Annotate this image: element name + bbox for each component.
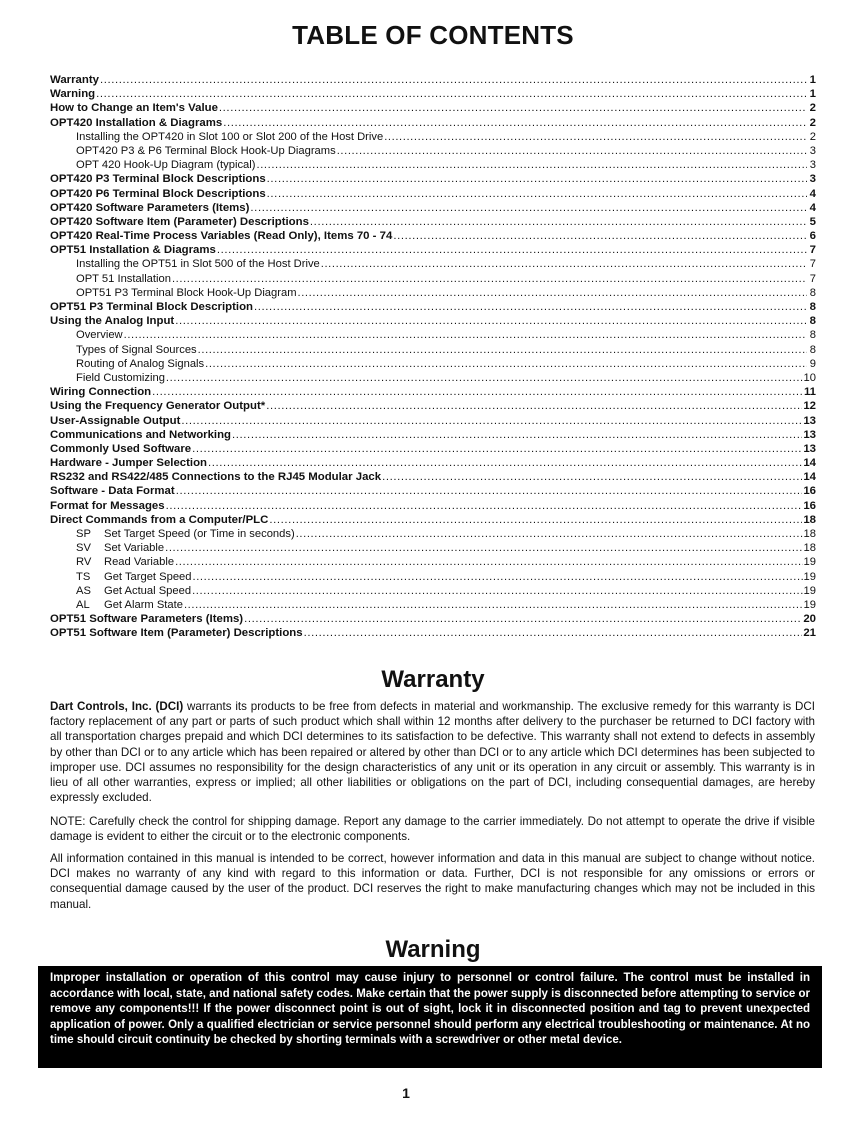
toc-leader-dots: [198, 343, 807, 357]
toc-entry-title: [76, 527, 295, 541]
toc-entry-title: [76, 541, 164, 555]
toc-entry-title: [50, 116, 222, 130]
toc-leader-dots: [267, 172, 807, 186]
toc-leader-dots: [310, 215, 807, 229]
toc-leader-dots: [298, 286, 807, 300]
toc-entry-text: Installing the OPT420 in Slot 100 or Slot 200 of the Host Drive: [76, 130, 384, 143]
toc-page-number: 8: [809, 301, 816, 313]
toc-leader-dots: [192, 442, 802, 456]
toc-entry-text: Direct Commands from a Computer/PLC: [50, 513, 269, 526]
toc-page-number: 19: [803, 570, 816, 583]
toc-leader-dots: [96, 87, 807, 101]
toc-entry-text: OPT420 Software Item (Parameter) Descriptions: [50, 215, 309, 228]
toc-leader-dots: [193, 570, 803, 584]
toc-entry[interactable]: [50, 314, 816, 328]
toc-leader-dots: [176, 484, 803, 498]
toc-entry-text: Get Actual Speed: [104, 584, 192, 597]
toc-leader-dots: [232, 428, 802, 442]
toc-entry-text: Warning: [50, 88, 96, 101]
toc-entry-title: [50, 612, 243, 626]
toc-entry-title: [50, 414, 180, 428]
toc-entry-text: Read Variable: [104, 556, 175, 569]
toc-entry[interactable]: [50, 172, 816, 186]
toc-entry-text: Routing of Analog Signals: [76, 357, 205, 370]
toc-entry-title: [76, 286, 297, 300]
toc-entry[interactable]: [50, 101, 816, 115]
toc-title: TABLE OF CONTENTS: [292, 20, 574, 50]
toc-page-number: 8: [809, 315, 816, 328]
warning-title: Warning: [385, 936, 481, 963]
toc-page-number: 4: [809, 187, 816, 200]
toc-entry-text: OPT51 P3 Terminal Block Description: [50, 301, 253, 313]
toc-page-number: 10: [803, 371, 816, 384]
warranty-company: Dart Controls, Inc. (DCI): [50, 700, 184, 713]
toc-page-number: 16: [803, 499, 816, 512]
toc-page-number: 7: [809, 258, 816, 271]
toc-entry-text: How to Change an Item's Value: [50, 102, 218, 115]
toc-entry[interactable]: [50, 328, 816, 342]
toc-entry[interactable]: [50, 626, 816, 640]
toc-entry-text: OPT51 Software Parameters (Items): [50, 613, 244, 626]
toc-leader-dots: [100, 73, 807, 87]
toc-entry[interactable]: [50, 541, 816, 555]
toc-page-number: 2: [809, 116, 816, 129]
toc-leader-dots: [393, 229, 807, 243]
toc-entry[interactable]: [50, 470, 816, 484]
toc-entry[interactable]: [50, 612, 816, 626]
warning-box: [38, 966, 822, 1068]
toc-entry-text: OPT420 Installation & Diagrams: [50, 116, 223, 129]
toc-leader-dots: [269, 513, 802, 527]
toc-entry-text: OPT420 P3 Terminal Block Descriptions: [50, 173, 266, 186]
toc-entry[interactable]: [50, 570, 816, 584]
toc-page-number: 19: [803, 598, 816, 611]
toc-entry-text: Get Alarm State: [104, 598, 183, 611]
toc-entry-text: User-Assignable Output: [50, 414, 181, 427]
toc-page-number: 13: [803, 414, 816, 427]
toc-entry-text: Using the Analog Input: [50, 315, 175, 328]
toc-leader-dots: [337, 144, 807, 158]
toc-entry-title: [76, 144, 336, 158]
toc-entry-text: OPT420 Software Parameters (Items): [50, 201, 250, 214]
toc-entry[interactable]: [50, 187, 816, 201]
toc-page-number: 5: [809, 215, 816, 228]
toc-page-number: 6: [809, 230, 816, 243]
toc-leader-dots: [175, 314, 807, 328]
toc-page-number: 4: [809, 201, 816, 214]
toc-entry[interactable]: [50, 399, 816, 413]
toc-entry-title: [76, 555, 174, 569]
toc-page-number: 3: [809, 144, 816, 157]
toc-entry[interactable]: [50, 484, 816, 498]
toc-entry-title: [50, 442, 191, 456]
toc-page-number: 13: [803, 442, 816, 455]
toc-entry-title: [50, 229, 392, 243]
toc-leader-dots: [175, 555, 802, 569]
toc-entry-text: Warranty: [50, 74, 99, 86]
toc-entry-text: OPT420 P6 Terminal Block Descriptions: [50, 187, 266, 200]
toc-entry-text: Hardware - Jumper Selection: [50, 457, 207, 470]
toc-leader-dots: [382, 470, 802, 484]
toc-entry-text: Get Target Speed: [104, 570, 192, 583]
toc-entry-text: OPT51 Software Item (Parameter) Descriptions: [50, 627, 303, 640]
toc-entry-title: [50, 101, 218, 115]
toc-entry[interactable]: [50, 357, 816, 371]
toc-entry-title: [50, 385, 151, 399]
toc-entry-title: [76, 371, 165, 385]
toc-entry[interactable]: [50, 343, 816, 357]
toc-entry[interactable]: [50, 442, 816, 456]
toc-entry-text: Types of Signal Sources: [76, 343, 197, 356]
toc-entry[interactable]: [50, 385, 816, 399]
toc-leader-dots: [166, 371, 803, 385]
toc-entry[interactable]: [50, 229, 816, 243]
toc-entry-text: Overview: [76, 329, 123, 342]
toc-entry-text: OPT 51 Installation: [76, 272, 171, 285]
toc-leader-dots: [250, 201, 807, 215]
toc-entry-title: [50, 172, 266, 186]
toc-entry[interactable]: [50, 158, 816, 172]
toc-command-code: SV: [76, 542, 91, 555]
warning-text: Improper installation or operation of this control may cause injury to personnel or control failure. The control must be installed in accordance with local, state, and national safety codes. Make certain that the power supply is disconnected before attempting to service or remove any components!!! If the power disconnect point is out of sight, lock it in disconnected position and tag to prevent unexpected application of power. Only a qualified electrician or service personnel should perform any electrical troubleshooting or maintenance. At no time should circuit continuity be checked by shorting terminals with a screwdriver or other metal device.: [50, 972, 810, 1047]
toc-page-number: 14: [803, 457, 816, 470]
toc-page-number: 2: [809, 102, 816, 115]
toc-entry[interactable]: [50, 555, 816, 569]
toc-entry-title: [50, 187, 266, 201]
toc-entry[interactable]: [50, 456, 816, 470]
toc-leader-dots: [192, 584, 802, 598]
toc-entry[interactable]: [50, 513, 816, 527]
toc-entry-text: Wiring Connection: [50, 386, 152, 399]
toc-entry-title: [50, 87, 95, 101]
toc-entry-text: Set Variable: [104, 542, 165, 555]
toc-entry-text: Field Customizing: [76, 371, 165, 384]
toc-entry-text: OPT420 Real-Time Process Variables (Read Only), Items 70 - 74: [50, 230, 393, 243]
toc-page-number: 20: [803, 613, 816, 626]
toc-page-number: 1: [809, 74, 816, 86]
toc-leader-dots: [181, 414, 802, 428]
toc-command-code: TS: [76, 570, 91, 583]
toc-entry[interactable]: [50, 73, 816, 87]
toc-entry-title: [50, 484, 175, 498]
toc-page-number: 11: [803, 386, 816, 399]
toc-command-code: AS: [76, 584, 91, 597]
toc-entry-text: RS232 and RS422/485 Connections to the RJ45 Modular Jack: [50, 471, 382, 484]
toc-page-number: 3: [809, 173, 816, 186]
toc-page-number: 8: [809, 329, 816, 342]
toc-leader-dots: [321, 257, 807, 271]
toc-leader-dots: [152, 385, 803, 399]
toc-entry-title: [50, 314, 174, 328]
toc-entry-title: [50, 201, 249, 215]
toc-page-number: 12: [803, 400, 816, 413]
toc-entry-title: [50, 470, 381, 484]
toc-entry-text: Using the Frequency Generator Output*: [50, 400, 266, 413]
warranty-paragraph-1-text: warrants its products to be free from defects in material and workmanship. The exclusive remedy for this warranty is DCI factory replacement of any part or parts of such product which shall within 12 months after delivery to the purchaser be returned to DCI factory with all transportation charges prepaid and which DCI determines to its satisfaction to be defective. This warranty shall not extend to defects in assembly by other than DCI or to any article which has been repaired or altered by other than DCI or to any article which DCI determines has been subjected to improper use. DCI assumes no responsibility for the design characteristics of any unit or its operation in any circuit or assembly. This warranty is in lieu of all other warranties, express or implied; all other liabilities or obligations on the part of DCI, including consequential damages, are hereby expressly excluded.: [50, 700, 815, 805]
toc-leader-dots: [266, 399, 802, 413]
toc-entry-text: OPT 420 Hook-Up Diagram (typical): [76, 159, 256, 172]
toc-entry-text: Format for Messages: [50, 499, 165, 512]
warranty-paragraph-3: All information contained in this manual is intended to be correct, however information and data in this manual are subject to change without notice. DCI makes no warranty of any kind with regard to this information or data. Further, DCI is not responsible for any omissions or errors or consequential damage caused by the user of the product. DCI reserves the right to make manufacturing changes which may not be included in this manual.: [50, 852, 815, 911]
toc-leader-dots: [223, 116, 807, 130]
toc-entry[interactable]: [50, 215, 816, 229]
toc-page-number: 8: [809, 286, 816, 299]
toc-entry-title: [50, 499, 165, 513]
toc-leader-dots: [124, 328, 807, 342]
page-number: 1: [402, 1085, 410, 1101]
toc-leader-dots: [208, 456, 802, 470]
toc-entry[interactable]: [50, 428, 816, 442]
toc-entry-title: [76, 584, 191, 598]
toc-leader-dots: [254, 300, 807, 314]
toc-page-number: 21: [803, 627, 816, 640]
toc-entry[interactable]: [50, 116, 816, 130]
toc-entry-title: [50, 399, 265, 413]
warranty-title: Warranty: [381, 666, 485, 693]
toc-entry-title: [76, 328, 123, 342]
toc-leader-dots: [217, 243, 807, 257]
toc-leader-dots: [219, 101, 807, 115]
toc-entry-text: Commonly Used Software: [50, 442, 192, 455]
toc-page-number: 19: [803, 584, 816, 597]
toc-entry-title: [76, 598, 183, 612]
toc-entry[interactable]: [50, 201, 816, 215]
toc-page-number: 7: [809, 272, 816, 285]
toc-entry-title: [76, 272, 171, 286]
toc-page-number: 18: [803, 513, 816, 526]
toc-page-number: 8: [809, 343, 816, 356]
toc-leader-dots: [296, 527, 803, 541]
toc-command-code: RV: [76, 556, 92, 569]
toc-list: [50, 73, 816, 641]
toc-page-number: 14: [803, 471, 816, 484]
toc-leader-dots: [184, 598, 803, 612]
toc-page-number: 19: [803, 556, 816, 569]
toc-page-number: 16: [803, 485, 816, 498]
toc-entry[interactable]: [50, 272, 816, 286]
toc-entry-title: [50, 300, 253, 314]
toc-entry[interactable]: [50, 243, 816, 257]
toc-leader-dots: [384, 130, 807, 144]
toc-entry[interactable]: [50, 300, 816, 314]
toc-entry-title: [50, 456, 207, 470]
toc-entry[interactable]: [50, 257, 816, 271]
toc-page-number: 18: [803, 528, 816, 540]
toc-entry[interactable]: [50, 286, 816, 300]
toc-entry[interactable]: [50, 414, 816, 428]
toc-entry[interactable]: [50, 87, 816, 101]
warranty-paragraph-1: [50, 699, 815, 805]
toc-entry-text: Communications and Networking: [50, 428, 231, 441]
toc-page-number: 7: [809, 244, 816, 257]
toc-command-code: SP: [76, 528, 91, 540]
toc-entry-text: Set Target Speed (or Time in seconds): [104, 528, 295, 540]
toc-entry-text: OPT51 P3 Terminal Block Hook-Up Diagram: [76, 286, 297, 299]
toc-page-number: 2: [809, 130, 816, 143]
toc-leader-dots: [172, 272, 807, 286]
toc-entry-title: [50, 215, 309, 229]
toc-entry-title: [50, 73, 99, 87]
toc-leader-dots: [267, 187, 807, 201]
toc-entry-title: [76, 343, 197, 357]
toc-entry[interactable]: [50, 527, 816, 541]
toc-leader-dots: [205, 357, 807, 371]
toc-page-number: 1: [809, 88, 816, 101]
warranty-paragraph-2: NOTE: Carefully check the control for shipping damage. Report any damage to the carrier immediately. Do not attempt to operate the drive if visible damage is evident to either the circuit or to the electronic components.: [50, 815, 815, 844]
toc-leader-dots: [244, 612, 802, 626]
toc-command-code: AL: [76, 598, 90, 611]
toc-entry-title: [76, 257, 320, 271]
toc-entry-title: [76, 158, 255, 172]
toc-page-number: 18: [803, 542, 816, 555]
toc-page-number: 9: [809, 357, 816, 370]
toc-leader-dots: [256, 158, 807, 172]
toc-entry[interactable]: [50, 499, 816, 513]
toc-entry-title: [50, 243, 216, 257]
toc-entry-title: [50, 626, 303, 640]
toc-entry[interactable]: [50, 598, 816, 612]
toc-leader-dots: [166, 499, 803, 513]
toc-entry-text: Installing the OPT51 in Slot 500 of the Host Drive: [76, 258, 320, 271]
toc-entry-title: [50, 428, 231, 442]
toc-entry-title: [76, 357, 204, 371]
toc-entry[interactable]: [50, 371, 816, 385]
toc-entry[interactable]: [50, 144, 816, 158]
toc-entry[interactable]: [50, 130, 816, 144]
toc-page-number: 3: [809, 159, 816, 172]
toc-entry-title: [76, 570, 192, 584]
toc-leader-dots: [165, 541, 802, 555]
toc-entry-text: OPT51 Installation & Diagrams: [50, 244, 216, 257]
toc-page-number: 13: [803, 428, 816, 441]
toc-entry-title: [50, 513, 268, 527]
toc-entry-text: OPT420 P3 & P6 Terminal Block Hook-Up Diagrams: [76, 144, 336, 157]
toc-entry-text: Software - Data Format: [50, 485, 175, 498]
toc-entry[interactable]: [50, 584, 816, 598]
toc-leader-dots: [304, 626, 803, 640]
toc-entry-title: [76, 130, 383, 144]
